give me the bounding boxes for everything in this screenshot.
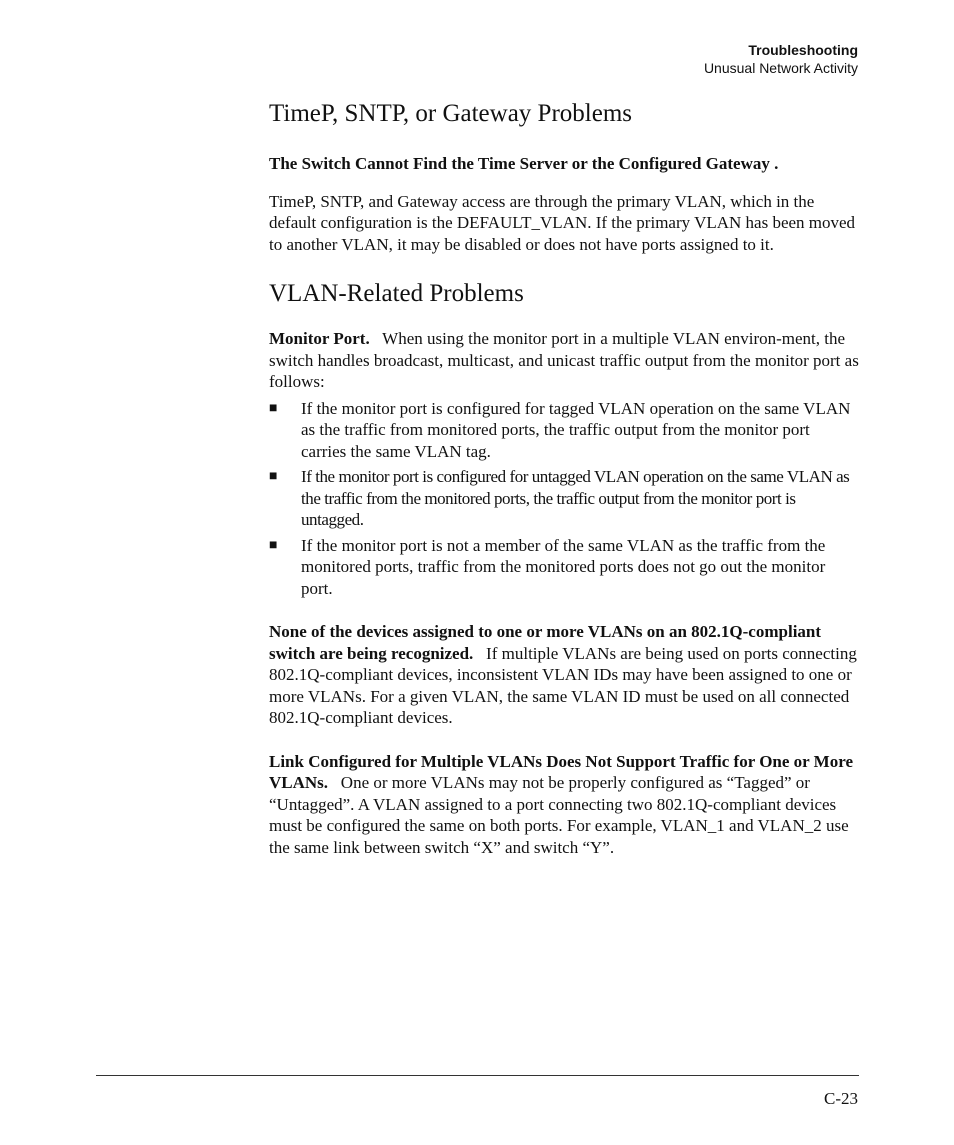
header-section-title: Troubleshooting (748, 42, 858, 58)
footer-divider (96, 1075, 859, 1076)
list-item (269, 398, 859, 463)
monitor-port-text: When using the monitor port in a multiple VLAN environ-ment, the switch handles broadcast, multicast, and unicast traffic output from the monitor port as follows: (269, 329, 859, 391)
link-configured-lead: Link Configured for Multiple VLANs Does Not Support Traffic for One or More VLANs. (269, 751, 853, 792)
header-subsection-title: Unusual Network Activity (703, 60, 858, 76)
vlans-not-recognized-text: If multiple VLANs are being used on ports connecting 802.1Q-compliant devices, inconsistent VLAN IDs may have been assigned to one or more VLANs. For a given VLAN, the same VLAN ID must be used on all connected 802.1Q-compliant devices. (269, 643, 857, 727)
link-configured-paragraph (269, 751, 859, 859)
timep-section-heading: TimeP, SNTP, or Gateway Problems (269, 100, 632, 127)
bullet-text: If the monitor port is configured for untagged VLAN operation on the same VLAN as the traffic from the monitored ports, the traffic output from the monitor port is untagged. (301, 467, 850, 529)
vlans-not-recognized-paragraph (269, 621, 859, 729)
time-server-subheading: The Switch Cannot Find the Time Server or the Configured Gateway . (269, 154, 779, 173)
bullet-text: If the monitor port is not a member of the same VLAN as the traffic from the monitored ports, traffic from the monitored ports does not go out the monitor port. (301, 535, 826, 598)
vlan-section-heading: VLAN-Related Problems (269, 280, 524, 307)
link-configured-text: One or more VLANs may not be properly configured as “Tagged” or “Untagged”. A VLAN assigned to a port connecting two 802.1Q-compliant devices must be configured the same on both ports. For example, VLAN_1 and VLAN_2 use the same link between switch “X” and switch “Y”. (269, 773, 849, 857)
vlans-not-recognized-lead: None of the devices assigned to one or more VLANs on an 802.1Q-compliant switch are being recognized. (269, 622, 822, 663)
list-item (269, 466, 859, 531)
timep-paragraph: TimeP, SNTP, and Gateway access are through the primary VLAN, which in the default configuration is the DEFAULT_VLAN. If the primary VLAN has been moved to another VLAN, it may be disabled or does not have ports assigned to it. (269, 191, 856, 254)
list-item (269, 535, 859, 600)
running-header (704, 41, 858, 77)
monitor-port-paragraph (269, 328, 859, 393)
page-number: C-23 (824, 1089, 858, 1108)
monitor-port-bullet-list (269, 398, 859, 600)
bullet-text: If the monitor port is configured for tagged VLAN operation on the same VLAN as the traffic from monitored ports, the traffic output from the monitor port carries the same VLAN tag. (301, 398, 851, 461)
square-bullet-icon: ■ (269, 469, 278, 484)
page-content (269, 98, 859, 858)
square-bullet-icon: ■ (269, 400, 278, 416)
monitor-port-lead: Monitor Port. (269, 329, 370, 348)
square-bullet-icon: ■ (269, 537, 278, 553)
